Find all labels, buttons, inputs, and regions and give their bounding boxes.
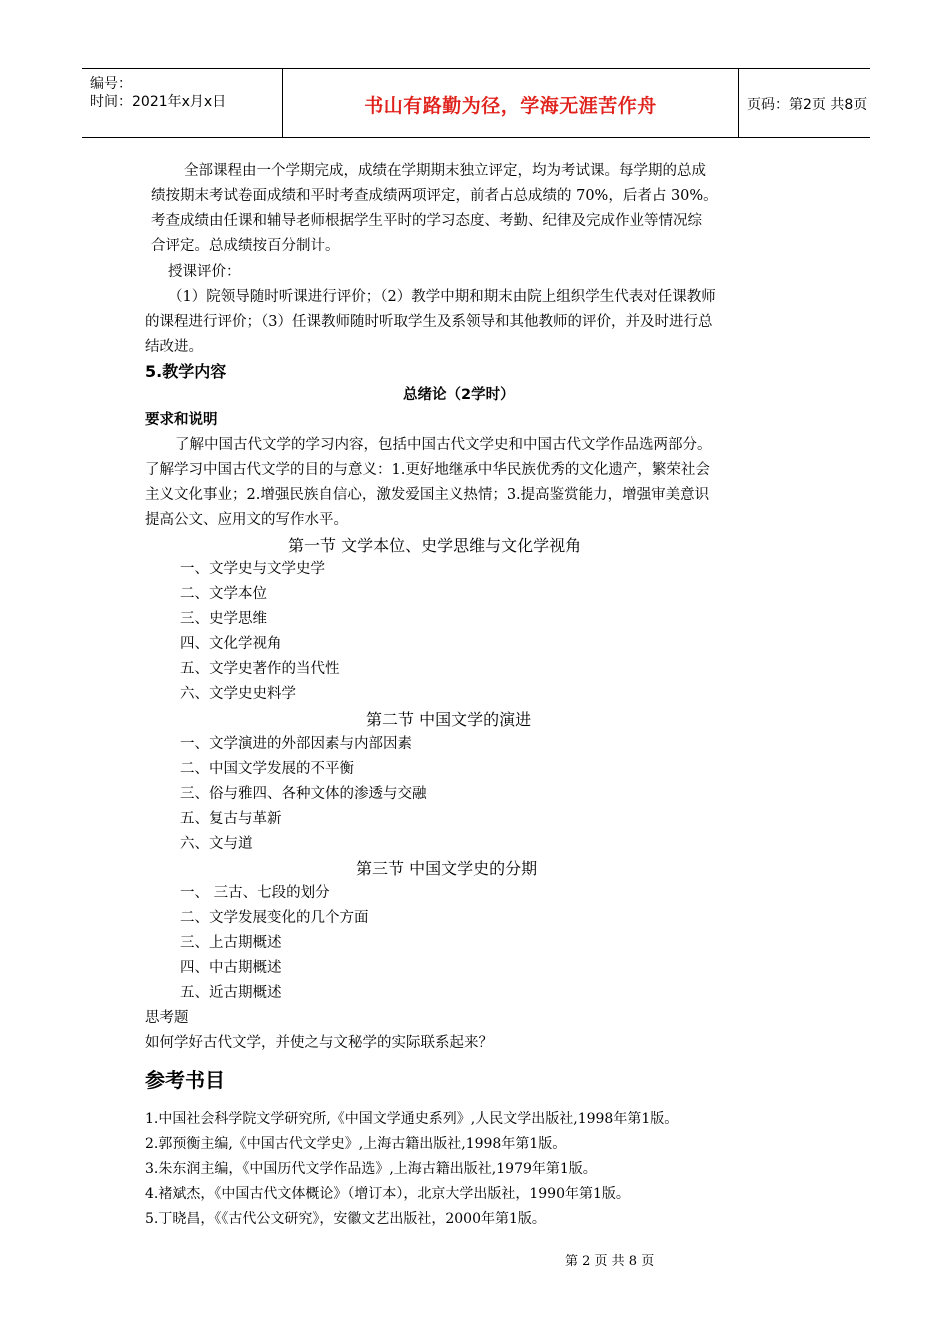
outline-item: 五、近古期概述 [180,985,282,1001]
reference-item: 1.中国社会科学院文学研究所,《中国文学通史系列》,人民文学出版社,1998年第1版。 [145,1111,679,1127]
section-heading: 5.教学内容 [145,362,227,381]
assessment-line: 绩按期末考试卷面成绩和平时考查成绩两项评定，前者占总成绩的 70%，后者占 30%。 [151,188,718,204]
outline-item: 五、文学史著作的当代性 [180,661,340,677]
outline-item: 三、史学思维 [180,611,267,627]
reference-item: 3.朱东润主编，《中国历代文学作品选》,上海古籍出版社,1979年第1版。 [145,1161,597,1177]
document-number-label: 编号： [90,76,132,92]
assessment-line: 全部课程由一个学期完成，成绩在学期期末独立评定，均为考试课。每学期的总成 [184,163,706,179]
header-page-cell [739,69,870,137]
outline-item: 六、文与道 [180,836,253,852]
requirements-heading: 要求和说明 [145,412,218,428]
outline-item: 一、文学演进的外部因素与内部因素 [180,736,412,752]
header-motto-cell [283,69,739,137]
evaluation-line: 的课程进行评价；（3）任课教师随时听取学生及系领导和其他教师的评价，并及时进行总 [145,314,713,330]
references-heading: 参考书目 [145,1068,225,1092]
question-heading: 思考题 [145,1010,189,1026]
question-text: 如何学好古代文学，并使之与文秘学的实际联系起来？ [145,1035,493,1051]
outline-item: 一、文学史与文学史学 [180,561,325,577]
outline-item: 四、文化学视角 [180,636,282,652]
section-title: 第一节 文学本位、史学思维与文化学视角 [288,536,582,555]
requirements-line: 提高公文、应用文的写作水平。 [145,512,348,528]
assessment-line: 合评定。总成绩按百分制计。 [151,238,340,254]
outline-item: 二、文学发展变化的几个方面 [180,910,369,926]
header-page-label: 页码：第2页 共8页 [747,97,868,113]
page-footer: 第 2 页 共 8 页 [565,1254,655,1269]
outline-item: 二、文学本位 [180,586,267,602]
reference-item: 5.丁晓昌，《《古代公文研究》，安徽文艺出版社，2000年第1版。 [145,1211,546,1227]
assessment-line: 考查成绩由任课和辅导老师根据学生平时的学习态度、考勤、纪律及完成作业等情况综 [151,213,702,229]
outline-item: 二、中国文学发展的不平衡 [180,761,354,777]
outline-item: 三、上古期概述 [180,935,282,951]
section-title: 第二节 中国文学的演进 [366,710,532,729]
requirements-line: 主义文化事业；2.增强民族自信心，激发爱国主义热情；3.提高鉴赏能力，增强审美意识 [145,487,710,503]
reference-item: 4.褚斌杰，《中国古代文体概论》（增订本），北京大学出版社，1990年第1版。 [145,1186,630,1202]
header-motto: 书山有路勤为径，学海无涯苦作舟 [364,95,657,117]
header-meta-cell [82,69,283,137]
evaluation-line: （1）院领导随时听课进行评价；（2）教学中期和期末由院上组织学生代表对任课教师 [168,289,716,305]
outline-item: 四、中古期概述 [180,960,282,976]
evaluation-heading: 授课评价： [168,264,241,280]
reference-item: 2.郭预衡主编,《中国古代文学史》,上海古籍出版社,1998年第1版。 [145,1136,567,1152]
requirements-line: 了解学习中国古代文学的目的与意义：1.更好地继承中华民族优秀的文化遗产，繁荣社会 [145,462,710,478]
section-title: 第三节 中国文学史的分期 [356,859,538,878]
page-header [82,68,870,138]
outline-item: 一、 三古、七段的划分 [180,885,330,901]
evaluation-line: 结改进。 [145,339,203,355]
requirements-line: 了解中国古代文学的学习内容，包括中国古代文学史和中国古代文学作品选两部分。 [175,437,712,453]
document-date-label: 时间：2021年x月x日 [90,94,227,110]
outline-item: 三、俗与雅四、各种文体的渗透与交融 [180,786,427,802]
outline-item: 六、文学史史料学 [180,686,296,702]
chapter-title: 总绪论（2学时） [403,387,515,403]
outline-item: 五、复古与革新 [180,811,282,827]
